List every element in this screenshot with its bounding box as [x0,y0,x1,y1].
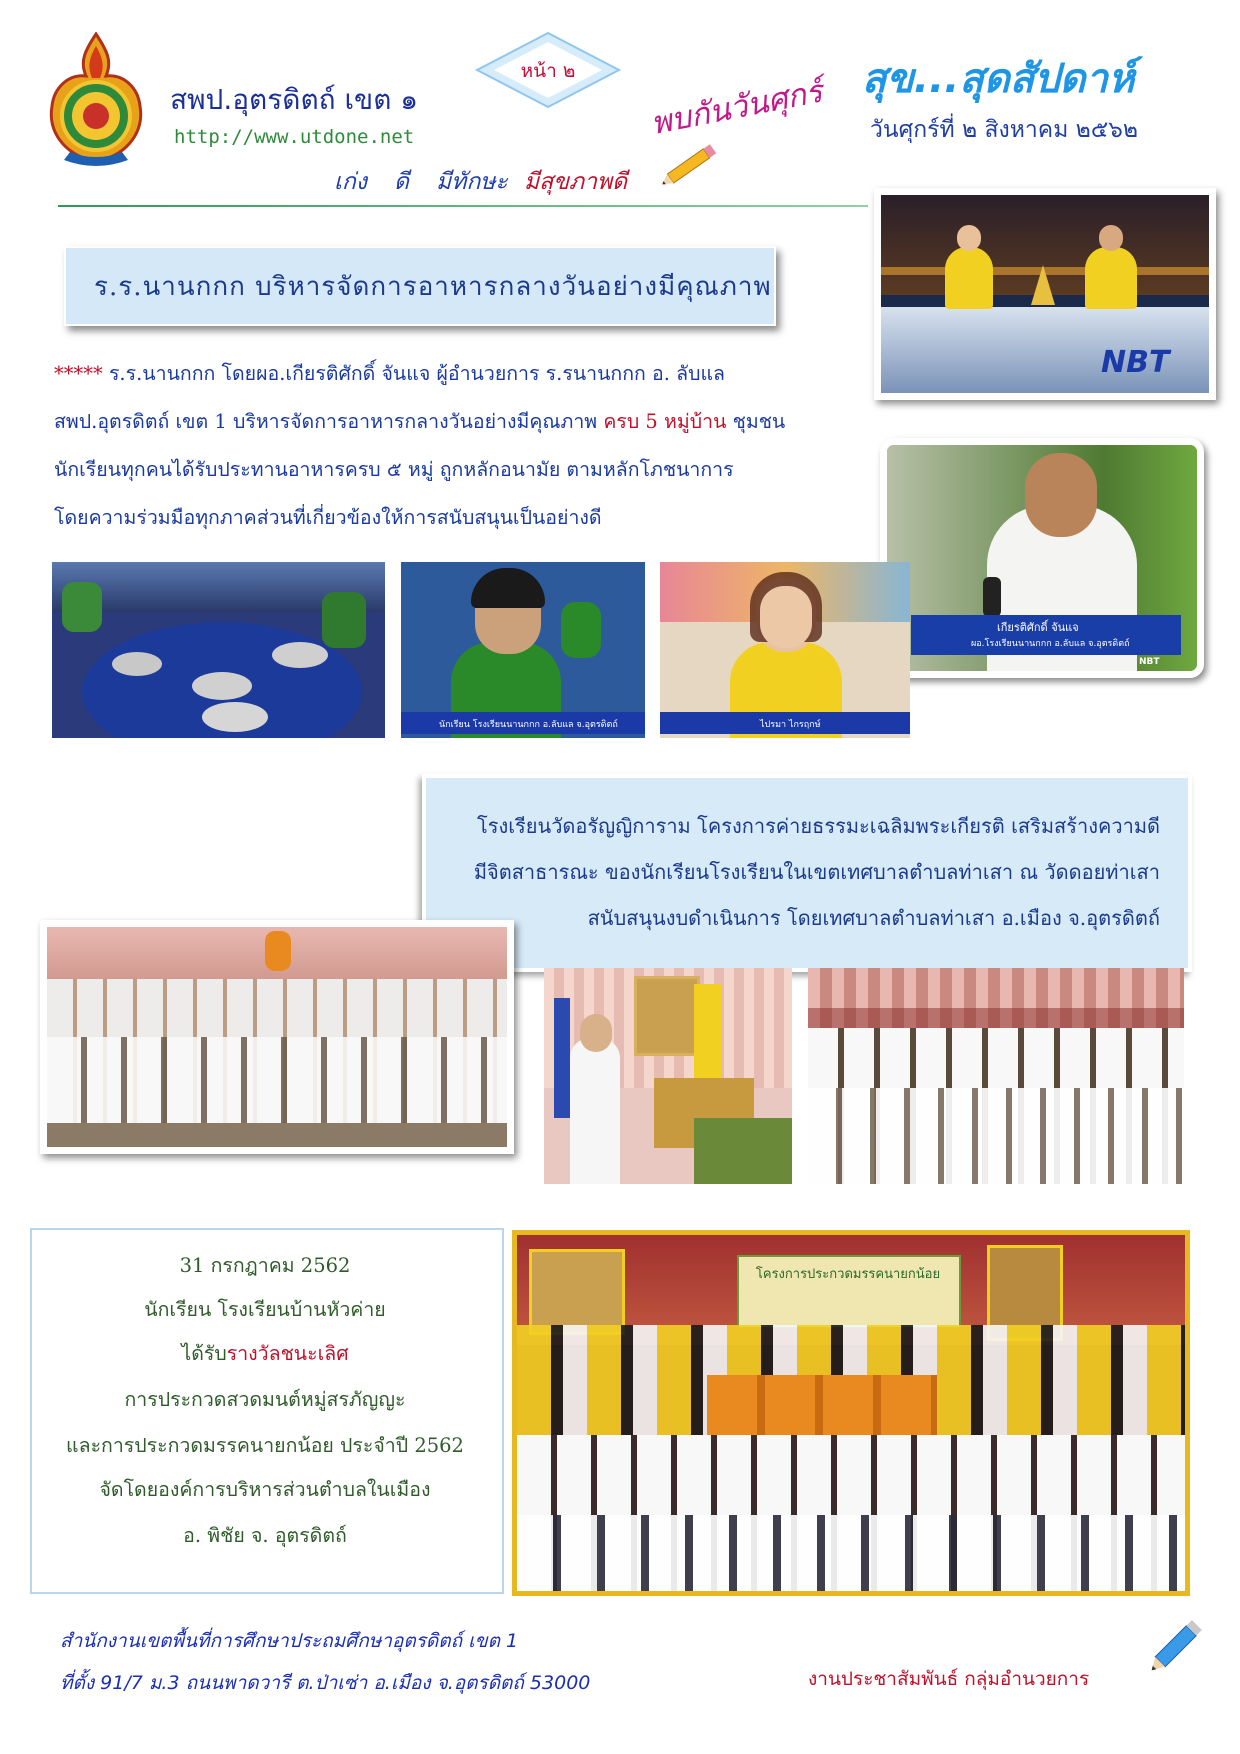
slogan-word-3: มีทักษะ [436,169,508,195]
student-caption: นักเรียน โรงเรียนนานกกก อ.ลับแล จ.อุตรดิตถ์ [439,720,618,730]
award-prize-title: รางวัลชนะเลิศ [226,1342,349,1365]
students-eating-photo [401,562,645,738]
publication-date: วันศุกร์ที่ ๒ สิงหาคม ๒๕๖๒ [870,117,1138,143]
section1-line-2 [54,398,854,446]
interviewee-title: ผอ.โรงเรียนนานกกก อ.ลับแล จ.อุตรดิตถ์ [971,639,1130,649]
section2-line-1: โรงเรียนวัดอรัญญิการาม โครงการค่ายธรรมะเฉลิมพระเกียรติ เสริมสร้างความดี [476,814,1160,838]
pencil-icon [654,140,724,190]
news-studio-photo [874,188,1216,400]
camp-participants-photo [808,968,1184,1184]
section2-line-3: สนับสนุนงบดำเนินการ โดยเทศบาลตำบลท่าเสา อ.เมือง จ.อุตรดิตถ์ [587,906,1160,930]
award-prize [30,1338,500,1369]
pencil-icon [1140,1612,1210,1682]
nbt-tag: NBT [1139,657,1160,667]
footer-pr-unit: งานประชาสัมพันธ์ กลุ่มอำนวยการ [808,1668,1090,1690]
section1-line-1 [54,350,854,398]
section1-line-2-tail: ชุมชน [726,410,786,433]
section1-line-3: นักเรียนทุกคนได้รับประทานอาหารครบ ๕ หมู่ ถูกหลักอนามัย ตามหลักโภชนาการ [54,458,734,481]
star-marker: ***** [54,362,103,385]
temple-camp-group-photo [40,920,514,1154]
footer-agency: สำนักงานเขตพื้นที่การศึกษาประถมศึกษาอุตรดิตถ์ เขต 1 [60,1630,519,1652]
award-contest-1: การประกวดสวดมนต์หมู่สรภัญญะ [124,1388,406,1411]
award-group-photo [512,1230,1190,1596]
slogan-word-4: มีสุขภาพดี [524,169,628,195]
header-divider [58,205,868,207]
section1-line-1-text: ร.ร.นานกกก โดยผอ.เกียรติศักดิ์ จันแจ ผู้อำนวยการ ร.รนานกกก อ. ลับแล [102,362,725,385]
nbt-logo: NBT [1101,345,1170,380]
section2-line-2: มีจิตสาธารณะ ของนักเรียนโรงเรียนในเขตเทศบาลตำบลท่าเสา ณ วัดดอยท่าเสา [473,860,1160,884]
award-date: 31 กรกฎาคม 2562 [179,1254,351,1277]
section1-title: ร.ร.นานกกก บริหารจัดการอาหารกลางวันอย่างมีคุณภาพ [94,272,772,302]
ceremony-speaker-photo [544,968,792,1184]
award-contest-2: และการประกวดมรรคนายกน้อย ประจำปี 2562 [66,1434,464,1457]
reporter-photo [660,562,910,738]
slogan-word-2: ดี [394,169,409,195]
slogan-word-1: เก่ง [334,169,368,195]
interview-photo [880,438,1204,678]
friday-heading: พบกันวันศุกร์ [647,73,826,143]
award-banner-text: โครงการประกวดมรรคนายกน้อย [755,1267,941,1282]
newsletter-title: สุข...สุดสัปดาห์ [862,56,1135,102]
award-organizer: จัดโดยองค์การบริหารส่วนตำบลในเมือง [99,1478,431,1501]
interviewee-name: เกียรติศักดิ์ จันแจ [997,621,1079,634]
obec-emblem-logo [46,32,146,172]
award-location: อ. พิชัย จ. อุตรดิตถ์ [183,1524,347,1547]
page-number: หน้า ๒ [520,60,576,82]
website-link[interactable]: http://www.utdone.net [174,126,415,148]
section1-line-4: โดยความร่วมมือทุกภาคส่วนที่เกี่ยวข้องให้การสนับสนุนเป็นอย่างดี [54,506,602,529]
reporter-caption: ไปรมา ไกรฤกษ์ [760,720,821,730]
office-name: สพป.อุตรดิตถ์ เขต ๑ [170,83,419,116]
award-prize-prefix: ได้รับ [181,1342,227,1365]
footer-address: ที่ตั้ง 91/7 ม.3 ถนนพาดวารี ต.ป่าเซ่า อ.เมือง จ.อุตรดิตถ์ 53000 [60,1672,591,1694]
award-school: นักเรียน โรงเรียนบ้านหัวค่าย [144,1298,386,1321]
lunch-table-photo [52,562,385,738]
section1-highlight: ครบ 5 หมู่บ้าน [603,410,727,433]
section1-line-2-text: สพป.อุตรดิตถ์ เขต 1 บริหารจัดการอาหารกลางวันอย่างมีคุณภาพ [54,410,604,433]
